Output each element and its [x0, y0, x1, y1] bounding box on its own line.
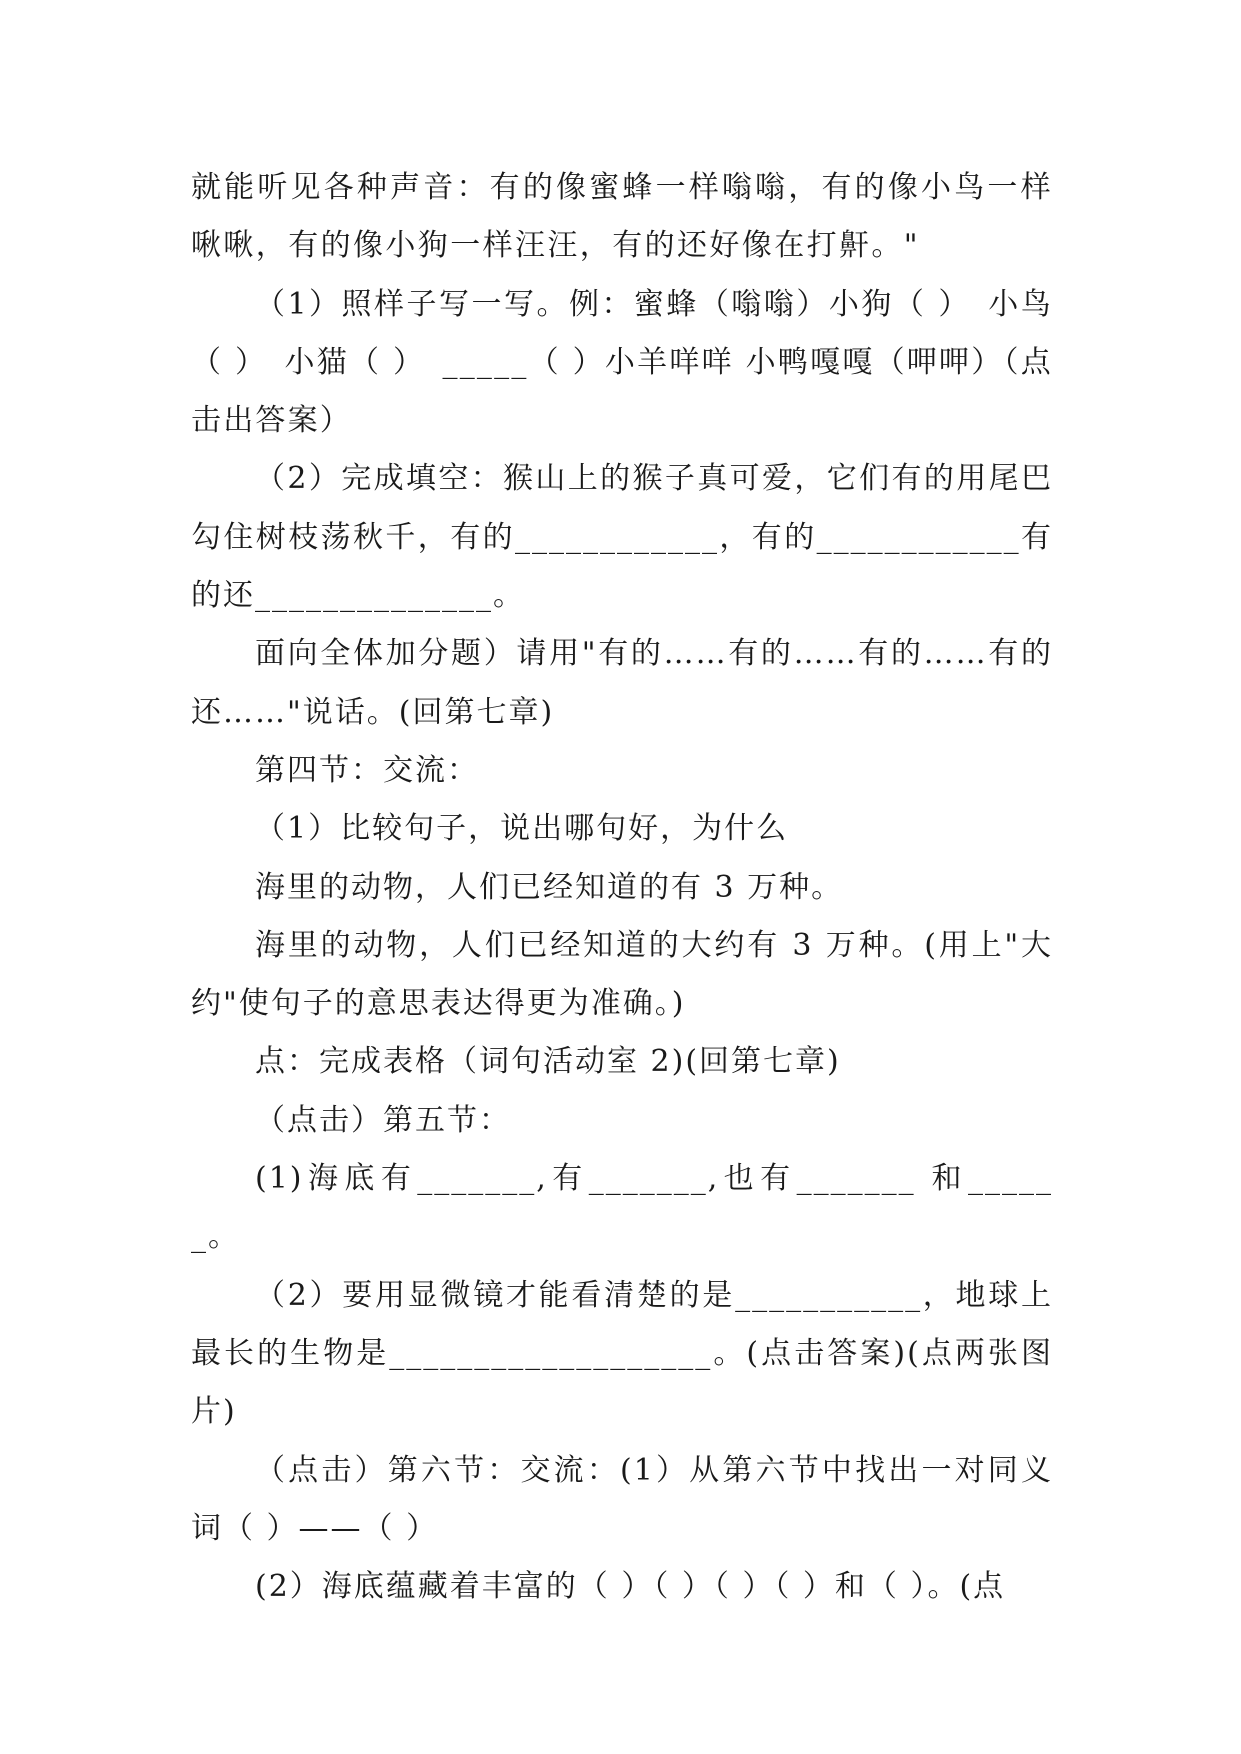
- paragraph-4: 面向全体加分题）请用"有的……有的……有的……有的还……"说话。(回第七章): [191, 636, 1053, 730]
- paragraph-2: （1）照样子写一写。例：蜜蜂（嗡嗡）小狗（ ） 小鸟（ ） 小猫（ ） _____（ ）小羊咩咩 小鸭嘎嘎（呷呷）（点击出答案）: [191, 286, 1053, 439]
- paragraph-10: （点击）第五节：: [255, 1102, 511, 1138]
- paragraph-12: （2）要用显微镜才能看清楚的是___________，地球上最长的生物是___________________。(点击答案)(点两张图片): [191, 1277, 1053, 1430]
- paragraph-5: 第四节：交流：: [255, 752, 479, 788]
- paragraph-9: 点：完成表格（词句活动室 2)(回第七章): [255, 1044, 841, 1080]
- paragraph-11: (1)海底有_______,有_______,也有_______ 和______。: [191, 1161, 1053, 1255]
- paragraph-7: 海里的动物，人们已经知道的有 3 万种。: [255, 869, 844, 905]
- paragraph-8: 海里的动物，人们已经知道的大约有 3 万种。(用上"大约"使句子的意思表达得更为准确。): [191, 927, 1053, 1022]
- paragraph-13: （点击）第六节：交流：(1）从第六节中找出一对同义词（ ）——（ ）: [191, 1452, 1053, 1546]
- paragraph-1: 就能听见各种声音：有的像蜜蜂一样嗡嗡，有的像小鸟一样啾啾，有的像小狗一样汪汪，有的还好像在打鼾。": [191, 170, 1053, 264]
- document-body: [191, 159, 1053, 1616]
- paragraph-14: (2）海底蕴藏着丰富的（ ）（ ）（ ）（ ）和（ ）。(点: [255, 1569, 1006, 1605]
- paragraph-3: （2）完成填空：猴山上的猴子真可爱，它们有的用尾巴勾住树枝荡秋千，有的____________，有的____________有的还______________。: [191, 461, 1053, 614]
- paragraph-6: （1）比较句子，说出哪句好，为什么: [255, 811, 789, 847]
